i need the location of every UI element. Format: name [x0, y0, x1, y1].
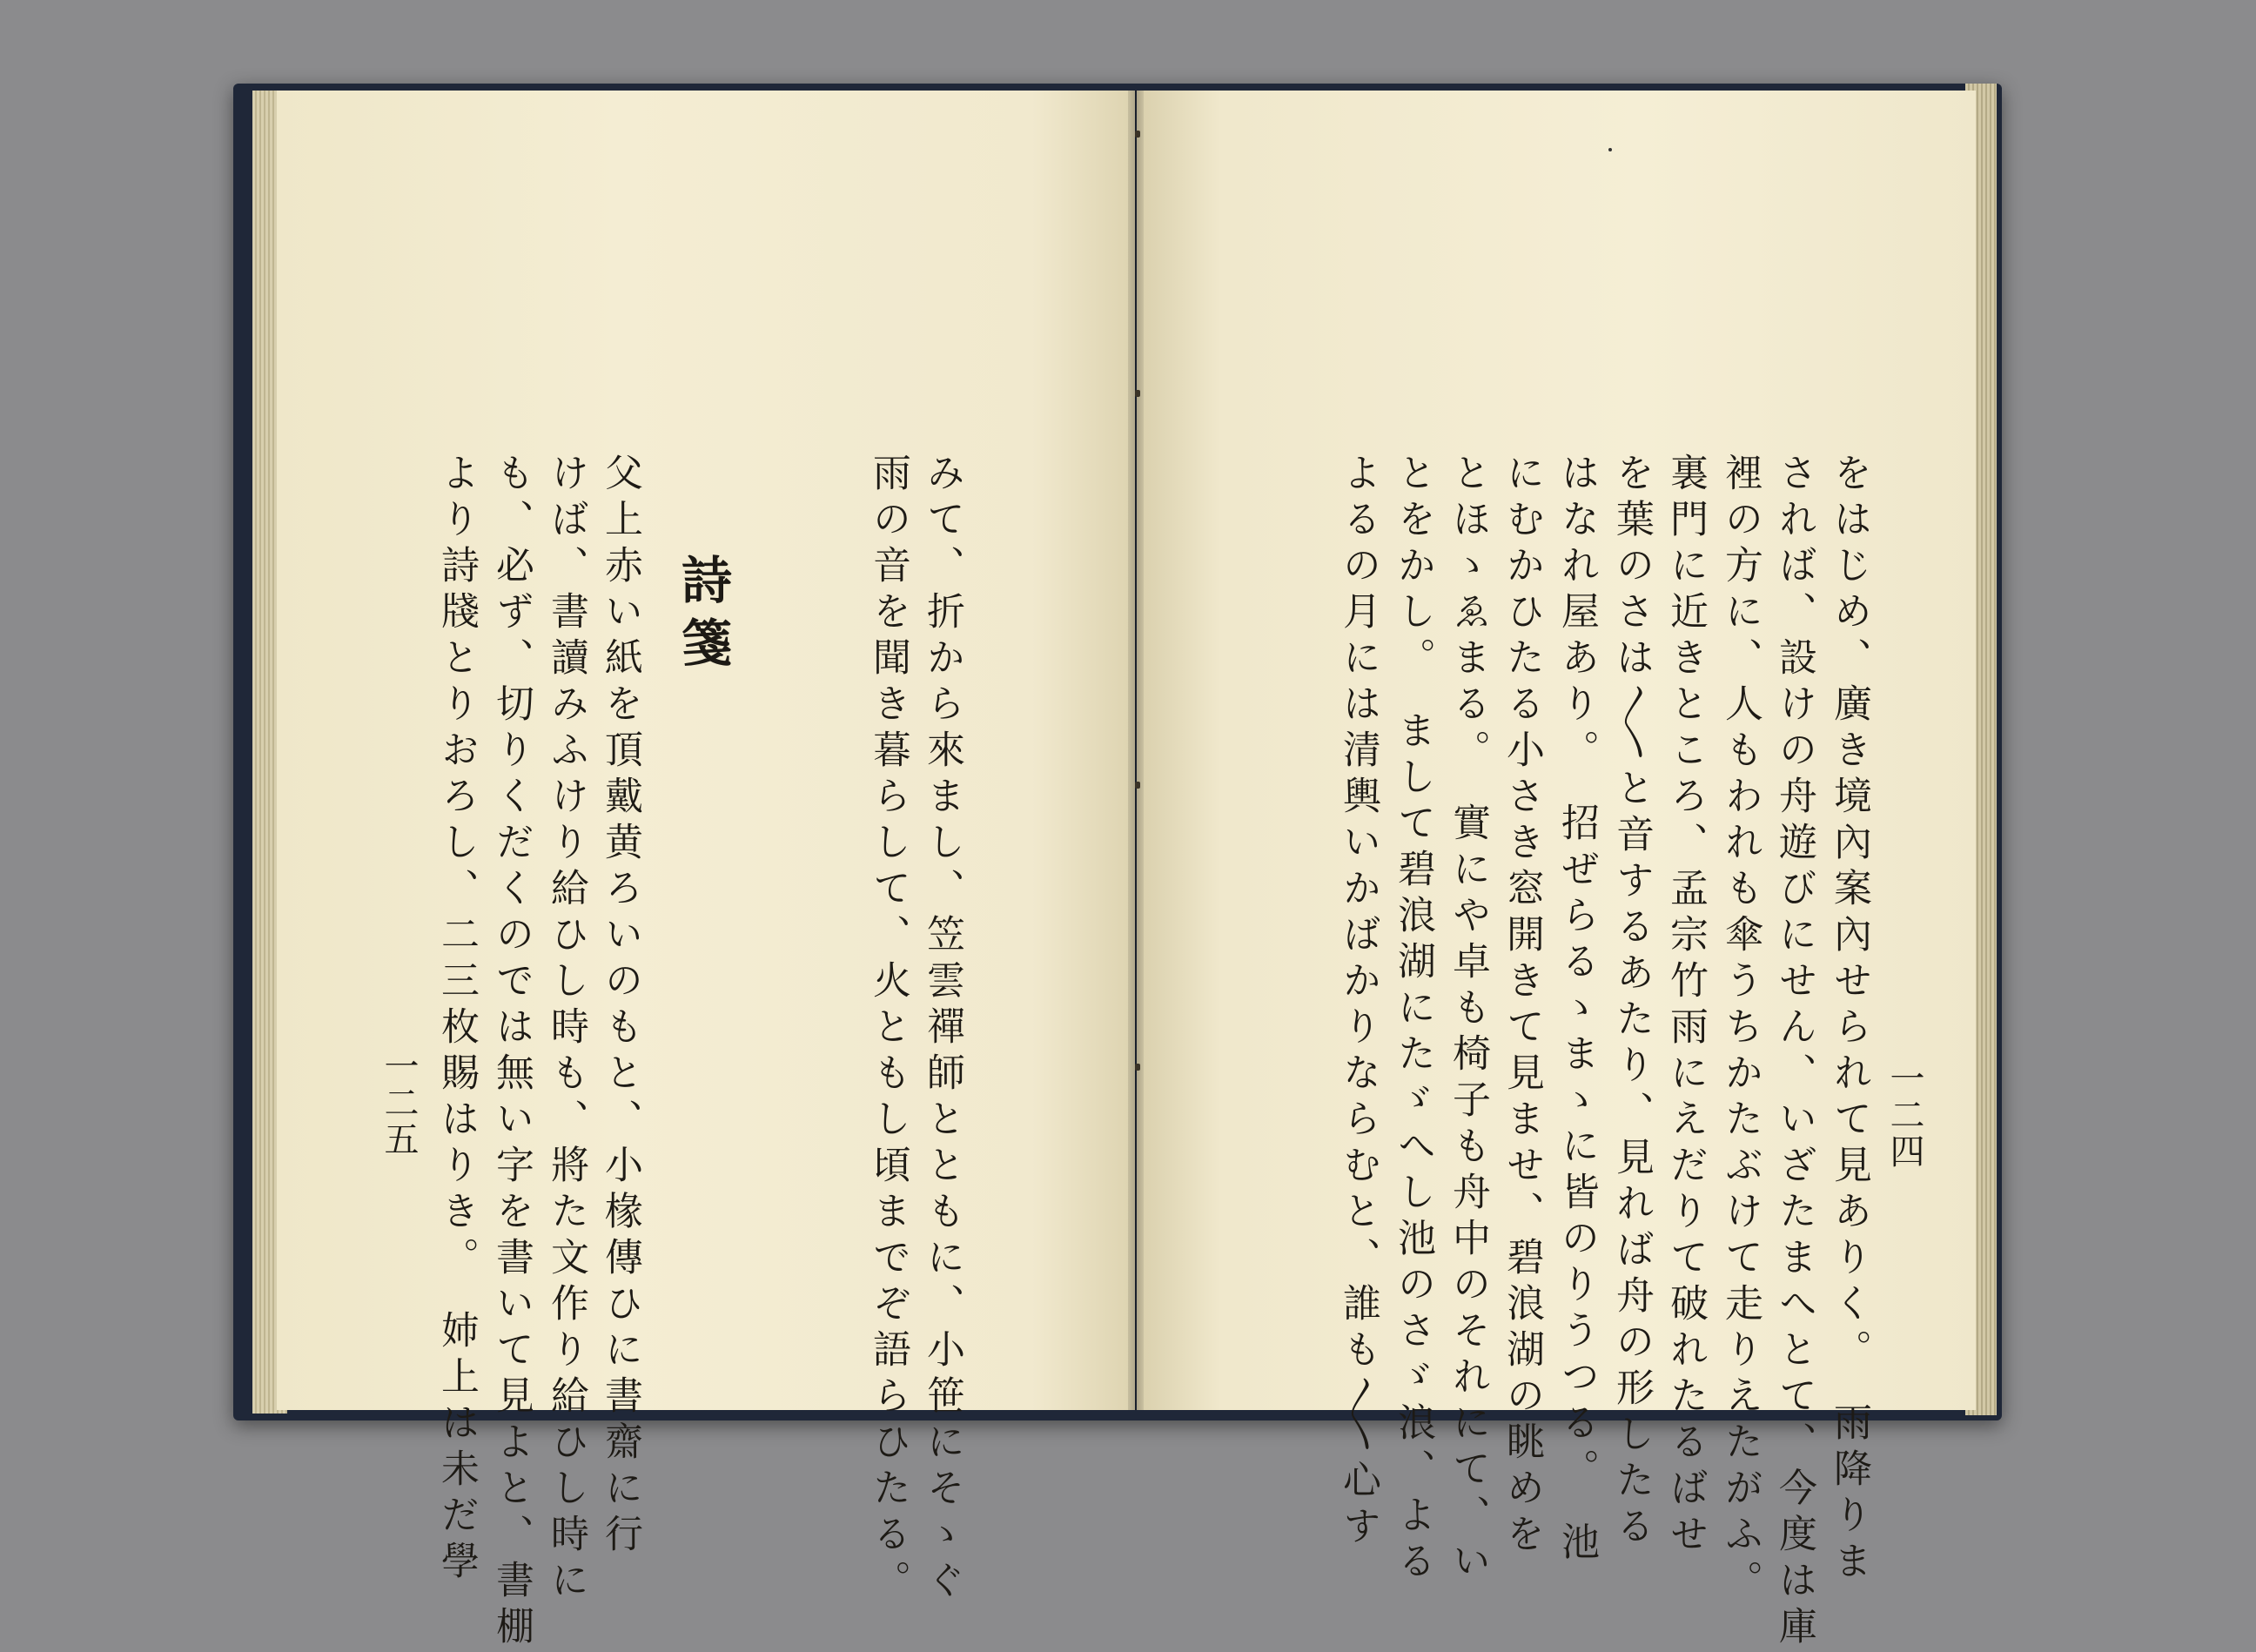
- text-line: を葉のさは〳〵と音するあたり、見れば舟の形したる: [1609, 453, 1654, 1552]
- text-line: 裡の方に、人もわれも傘うちかたぶけて走りえたがふ。: [1718, 453, 1762, 1606]
- binding-stitch: [1135, 131, 1140, 138]
- text-line: はなれ屋あり。 招ぜらるゝまゝに皆のりうつる。 池: [1554, 453, 1599, 1568]
- binding-stitch: [1135, 390, 1140, 397]
- text-line: とをかし。 まして碧浪湖にたゞへし池のさゞ浪、よる: [1391, 453, 1435, 1587]
- text-line: をはじめ、廣き境內案內せられて見ありく。 雨降りま: [1827, 453, 1871, 1587]
- page-number-left: 一二五: [379, 1048, 419, 1158]
- page-number-right: 一二四: [1884, 1060, 1924, 1170]
- text-line: よるの月には清輿いかばかりならむと、誰も〳〵心す: [1336, 453, 1380, 1552]
- text-line: みて、折から來まし、笠雲禪師とともに、小笹にそゝぐ: [920, 453, 964, 1606]
- text-line: も、必ず、切りくだくのでは無い字を書いて見よと、書棚: [489, 453, 534, 1652]
- text-line: とほゝゑまる。 實にや卓も椅子も舟中のそれにて、い: [1446, 453, 1490, 1587]
- text-line: けば、書讀みふけり給ひし時も、將た文作り給ひし時に: [544, 453, 588, 1606]
- text-line: 雨の音を聞き暮らして、火ともし頃までぞ語らひたる。: [866, 453, 910, 1606]
- text-line: されば、設けの舟遊びにせん、いざたまへとて、今度は庫: [1772, 453, 1816, 1652]
- text-line: にむかひたる小さき窓開きて見ませ、碧浪湖の眺めを: [1500, 453, 1544, 1560]
- binding-stitch: [1135, 782, 1140, 789]
- section-title: 詩箋: [673, 554, 732, 679]
- text-line: より詩牋とりおろし、二三枚賜はりき。 姉上は未だ學: [434, 453, 479, 1587]
- text-line: 父上赤い紙を頂戴黄ろいのもと、小椽傳ひに書齋に行: [598, 453, 642, 1560]
- text-line: 裏門に近きところ、孟宗竹雨にえだりて破れたるばせ: [1663, 453, 1708, 1560]
- ink-speck: [1608, 148, 1612, 151]
- left-page: [277, 91, 1135, 1410]
- book-gutter: [1128, 91, 1144, 1410]
- binding-stitch: [1135, 1064, 1140, 1071]
